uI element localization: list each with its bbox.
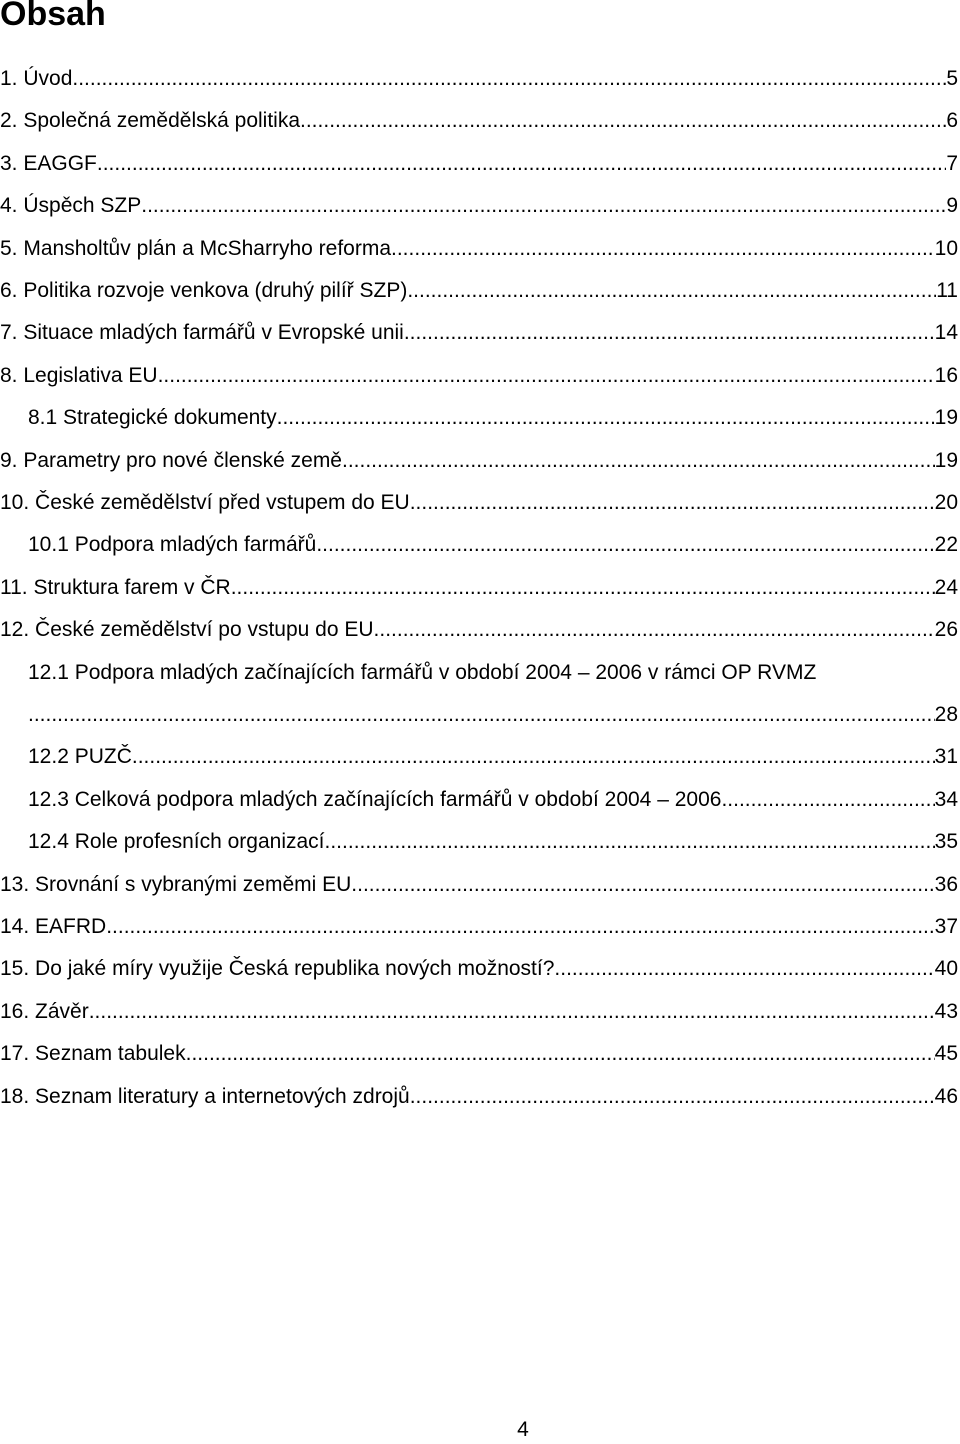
- dot-leader: [410, 1079, 935, 1115]
- toc-entry[interactable]: [0, 739, 958, 775]
- toc-entry-title: 7. Situace mladých farmářů v Evropské unii: [0, 321, 404, 344]
- toc-entry[interactable]: [0, 273, 958, 309]
- dot-leader: [231, 570, 935, 606]
- toc-entry[interactable]: [0, 443, 958, 479]
- dot-leader: [277, 400, 935, 436]
- toc-entry-title: 4. Úspěch SZP: [0, 194, 142, 217]
- toc-entry[interactable]: [0, 1079, 958, 1115]
- toc-entry-title: 10. České zemědělství před vstupem do EU: [0, 491, 410, 514]
- toc-entry[interactable]: [0, 527, 958, 563]
- toc-entry[interactable]: [0, 951, 958, 987]
- toc-entry-title: 9. Parametry pro nové členské země: [0, 449, 342, 472]
- dot-leader: [391, 231, 935, 267]
- toc-entry[interactable]: [0, 612, 958, 648]
- dot-leader: [404, 315, 935, 351]
- toc-entry-title: 11. Struktura farem v ČR: [0, 576, 231, 599]
- toc-entry-page: 40: [934, 957, 958, 980]
- toc-entry-title: 12.3 Celková podpora mladých začínajících farmářů v období 2004 – 2006: [28, 788, 722, 811]
- toc-entry-title: 14. EAFRD: [0, 915, 107, 938]
- toc-entry-title: 13. Srovnání s vybranými zeměmi EU: [0, 873, 352, 896]
- toc-entry-title: 12.4 Role profesních organizací: [28, 830, 325, 853]
- toc-entry-title: 8. Legislativa EU: [0, 364, 158, 387]
- toc-entry-page: 28: [934, 703, 958, 726]
- toc-entry[interactable]: [0, 824, 958, 860]
- toc-entry-page: 36: [934, 873, 958, 896]
- dot-leader: [721, 782, 934, 818]
- toc-entry-title: 3. EAGGF: [0, 152, 97, 175]
- toc-entry-title: 2. Společná zemědělská politika: [0, 109, 301, 132]
- dot-leader: [158, 358, 935, 394]
- dot-leader: [72, 61, 946, 97]
- dot-leader: [316, 527, 934, 563]
- toc-entry-page: 7: [946, 152, 958, 175]
- toc-entry-page: 43: [934, 1000, 958, 1023]
- toc-entry[interactable]: [0, 188, 958, 224]
- toc-entry[interactable]: [0, 570, 958, 606]
- toc-entry-title: 12.1 Podpora mladých začínajících farmářů v období 2004 – 2006 v rámci OP RVMZ: [28, 661, 817, 684]
- toc-entry-page: 11: [936, 279, 958, 302]
- toc-entry[interactable]: [0, 1036, 958, 1072]
- dot-leader: [374, 612, 935, 648]
- toc-entry-title: 18. Seznam literatury a internetových zdrojů: [0, 1085, 410, 1108]
- toc-entry-page: 22: [934, 533, 958, 556]
- toc-entry-page: 26: [934, 618, 958, 641]
- toc-entry[interactable]: [0, 909, 958, 945]
- dot-leader: [351, 867, 934, 903]
- toc-entry-title: 10.1 Podpora mladých farmářů: [28, 533, 317, 556]
- toc-entry[interactable]: [0, 994, 958, 1030]
- toc-entry-page: 19: [934, 406, 958, 429]
- toc-entry-page: 9: [946, 194, 958, 217]
- toc-entry[interactable]: [0, 103, 958, 139]
- toc-entry[interactable]: [0, 146, 958, 182]
- toc-entry[interactable]: [0, 485, 958, 521]
- toc-entry-page: 5: [946, 67, 958, 90]
- toc-entry[interactable]: [0, 315, 958, 351]
- toc-entry-page: 16: [934, 364, 958, 387]
- toc-entry-title: 15. Do jaké míry využije Česká republika nových možností?: [0, 957, 555, 980]
- toc-entry[interactable]: [0, 231, 958, 267]
- toc-entry-page: 46: [934, 1085, 958, 1108]
- toc-entry-page: 24: [934, 576, 958, 599]
- toc-entry-title: 6. Politika rozvoje venkova (druhý pilíř SZP): [0, 279, 408, 302]
- toc-entry-page: 45: [934, 1042, 958, 1065]
- dot-leader: [141, 188, 946, 224]
- dot-leader: [325, 824, 935, 860]
- toc-entry-page: 34: [934, 788, 958, 811]
- toc-entry-page: 19: [934, 449, 958, 472]
- dot-leader: [89, 994, 935, 1030]
- toc-entry-page: 6: [946, 109, 958, 132]
- dot-leader: [97, 146, 946, 182]
- toc-entry[interactable]: [0, 61, 958, 97]
- toc-entry-page: 14: [934, 321, 958, 344]
- toc-entry-title: 12. České zemědělství po vstupu do EU: [0, 618, 374, 641]
- toc-entry-page: 35: [934, 830, 958, 853]
- dot-leader: [407, 273, 936, 309]
- toc-entry-page: 20: [934, 491, 958, 514]
- toc-entry-page: 10: [934, 237, 958, 260]
- dot-leader: [186, 1036, 935, 1072]
- dot-leader: [28, 697, 935, 733]
- toc-entry-title: 8.1 Strategické dokumenty: [28, 406, 277, 429]
- toc-entry-title: 5. Mansholtův plán a McSharryho reforma: [0, 237, 392, 260]
- page-number: 4: [517, 1418, 529, 1441]
- toc-entry[interactable]: [0, 400, 958, 436]
- toc-entry-title: 17. Seznam tabulek: [0, 1042, 186, 1065]
- dot-leader: [410, 485, 935, 521]
- toc-entry-page: 37: [934, 915, 958, 938]
- toc-entry-title: 1. Úvod: [0, 67, 73, 90]
- toc-entry[interactable]: [0, 867, 958, 903]
- dot-leader: [554, 951, 934, 987]
- toc-entry[interactable]: [0, 655, 958, 740]
- dot-leader: [300, 103, 946, 139]
- dot-leader: [106, 909, 934, 945]
- toc-entry[interactable]: [0, 782, 958, 818]
- toc-entry-title: 16. Závěr: [0, 1000, 89, 1023]
- toc-entry-title: 12.2 PUZČ: [28, 745, 132, 768]
- dot-leader: [132, 739, 935, 775]
- toc-entry[interactable]: [0, 358, 958, 394]
- toc-entry-page: 31: [934, 745, 958, 768]
- dot-leader: [342, 443, 935, 479]
- page-title: Obsah: [0, 0, 106, 33]
